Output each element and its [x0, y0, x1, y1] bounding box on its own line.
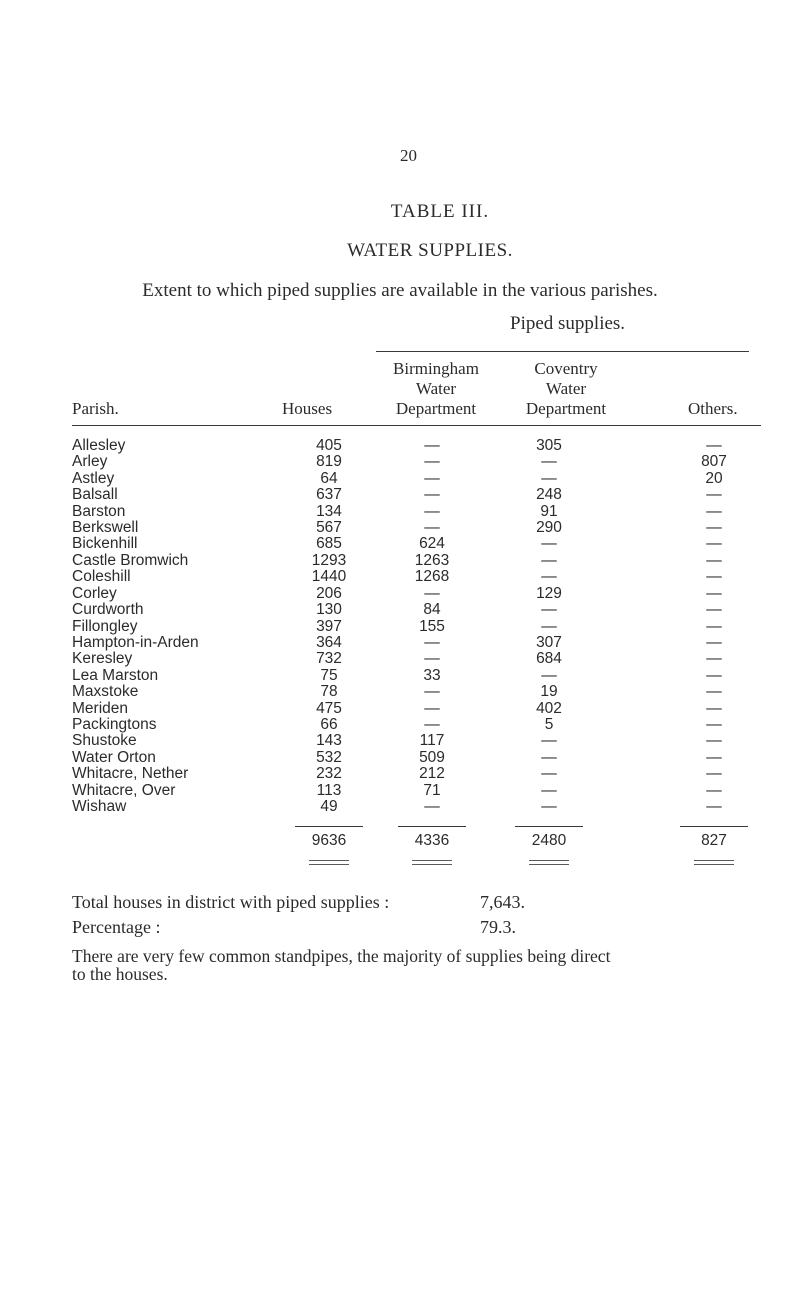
birmingham-cell: —: [424, 584, 440, 602]
houses-cell: 130: [316, 601, 342, 619]
coventry-cell: 305: [536, 437, 562, 454]
double-rule-coventry: [529, 860, 569, 865]
coventry-cell: 5: [544, 715, 554, 733]
percentage-label: Percentage :: [72, 917, 161, 937]
others-cell: 20: [705, 469, 723, 487]
others-cell: —: [706, 781, 722, 799]
footnote-line1: There are very few common standpipes, the majority of supplies being direct: [72, 946, 611, 966]
coventry-cell: —: [541, 748, 557, 766]
houses-cell: 134: [316, 502, 342, 520]
others-cell: —: [706, 699, 722, 717]
parish-cell: Lea Marston: [72, 666, 159, 684]
houses-cell: 685: [316, 535, 342, 553]
coventry-cell: 684: [536, 650, 562, 668]
parish-cell: Astley: [72, 469, 115, 487]
birmingham-cell: 624: [419, 535, 445, 553]
header-coventry-line1: Coventry: [534, 359, 598, 378]
subtotal-rule-birmingham: [398, 826, 466, 827]
coventry-cell: 19: [540, 683, 558, 701]
parish-cell: Meriden: [72, 699, 128, 717]
others-cell: —: [706, 798, 722, 815]
coventry-cell: 290: [536, 519, 562, 537]
birmingham-cell: —: [424, 519, 440, 537]
parish-cell: Maxstoke: [72, 683, 139, 701]
coventry-cell: —: [541, 551, 557, 569]
birmingham-cell: 212: [419, 765, 445, 783]
coventry-cell: —: [541, 765, 557, 783]
coventry-cell: —: [541, 732, 557, 750]
coventry-cell: —: [541, 617, 557, 635]
houses-cell: 66: [320, 715, 338, 733]
parish-cell: Shustoke: [72, 732, 137, 750]
birmingham-cell: —: [424, 798, 440, 815]
houses-cell: 567: [316, 519, 342, 537]
houses-cell: 206: [316, 584, 342, 602]
others-cell: —: [706, 765, 722, 783]
parish-cell: Packingtons: [72, 715, 157, 733]
header-houses: Houses: [282, 399, 333, 418]
others-cell: —: [706, 732, 722, 750]
table-subtitle: WATER SUPPLIES.: [347, 240, 513, 261]
header-coventry-line3: Department: [525, 399, 607, 418]
houses-cell: 143: [316, 732, 342, 750]
birmingham-cell: —: [424, 453, 440, 471]
percentage-value: 79.3.: [480, 917, 516, 937]
others-cell: 807: [701, 453, 727, 471]
birmingham-cell: 155: [419, 617, 445, 635]
houses-cell: 1293: [311, 551, 347, 569]
birmingham-cell: 33: [423, 666, 441, 684]
total-houses-label: Total houses in district with piped supplies :: [72, 892, 390, 912]
coventry-cell: —: [541, 469, 557, 487]
parish-cell: Hampton-in-Arden: [72, 633, 199, 651]
parish-cell: Arley: [72, 453, 108, 471]
header-rule: [72, 425, 761, 426]
parish-cell: Curdworth: [72, 601, 144, 619]
totals-row: [0, 832, 800, 856]
intro-text: Extent to which piped supplies are available in the various parishes.: [142, 280, 658, 301]
houses-cell: 819: [316, 453, 342, 471]
page-number: 20: [400, 146, 417, 165]
header-coventry-line2: Water: [545, 379, 587, 398]
birmingham-cell: —: [424, 683, 440, 701]
coventry-cell: —: [541, 781, 557, 799]
table-row: [0, 798, 800, 827]
birmingham-cell: —: [424, 502, 440, 520]
footnote: [72, 947, 610, 983]
total-houses: 9636: [311, 832, 347, 849]
houses-cell: 75: [320, 666, 338, 684]
coventry-cell: —: [541, 666, 557, 684]
houses-cell: 232: [316, 765, 342, 783]
parish-cell: Whitacre, Over: [72, 781, 176, 799]
others-cell: —: [706, 437, 722, 454]
others-cell: —: [706, 633, 722, 651]
total-birmingham: 4336: [414, 832, 450, 849]
header-coventry: [491, 359, 641, 419]
coventry-cell: 402: [536, 699, 562, 717]
coventry-cell: —: [541, 453, 557, 471]
parish-cell: Allesley: [72, 437, 126, 454]
birmingham-cell: 84: [423, 601, 441, 619]
double-rule-houses: [309, 860, 349, 865]
birmingham-cell: 1263: [414, 551, 450, 569]
others-cell: —: [706, 551, 722, 569]
others-cell: —: [706, 486, 722, 504]
houses-cell: 532: [316, 748, 342, 766]
subtotal-rule-coventry: [515, 826, 583, 827]
parish-cell: Corley: [72, 584, 117, 602]
coventry-cell: 129: [536, 584, 562, 602]
birmingham-cell: —: [424, 437, 440, 454]
houses-cell: 113: [316, 781, 342, 799]
header-birmingham-line3: Department: [395, 399, 477, 418]
birmingham-cell: —: [424, 486, 440, 504]
birmingham-cell: —: [424, 633, 440, 651]
others-cell: —: [706, 650, 722, 668]
houses-cell: 1440: [311, 568, 347, 586]
header-parish: Parish.: [72, 399, 119, 418]
coventry-cell: 91: [540, 502, 558, 520]
coventry-cell: 248: [536, 486, 562, 504]
birmingham-cell: —: [424, 699, 440, 717]
houses-cell: 64: [320, 469, 338, 487]
others-cell: —: [706, 535, 722, 553]
others-cell: —: [706, 502, 722, 520]
others-cell: —: [706, 519, 722, 537]
others-cell: —: [706, 568, 722, 586]
birmingham-cell: 1268: [414, 568, 450, 586]
birmingham-cell: 509: [419, 748, 445, 766]
parish-cell: Barston: [72, 502, 126, 520]
birmingham-cell: 117: [419, 732, 445, 750]
header-birmingham: [366, 359, 506, 419]
total-others: 827: [701, 832, 727, 849]
subtotal-rule-houses: [295, 826, 363, 827]
piped-supplies-label: Piped supplies.: [510, 313, 626, 334]
houses-cell: 732: [316, 650, 342, 668]
parish-cell: Whitacre, Nether: [72, 765, 189, 783]
coventry-cell: —: [541, 601, 557, 619]
total-coventry: 2480: [531, 832, 567, 849]
others-cell: —: [706, 666, 722, 684]
parish-cell: Berkswell: [72, 519, 139, 537]
parish-cell: Castle Bromwich: [72, 551, 189, 569]
houses-cell: 397: [316, 617, 342, 635]
others-cell: —: [706, 584, 722, 602]
birmingham-cell: —: [424, 715, 440, 733]
parish-cell: Fillongley: [72, 617, 138, 635]
table-title: TABLE III.: [390, 201, 490, 222]
coventry-cell: —: [541, 798, 557, 815]
parish-cell: Water Orton: [72, 748, 156, 766]
parish-cell: Keresley: [72, 650, 133, 668]
parish-cell: Bickenhill: [72, 535, 138, 553]
parish-cell: Coleshill: [72, 568, 131, 586]
houses-cell: 364: [316, 633, 342, 651]
parish-cell: Wishaw: [72, 798, 127, 815]
others-cell: —: [706, 715, 722, 733]
birmingham-cell: —: [424, 469, 440, 487]
coventry-cell: —: [541, 535, 557, 553]
houses-cell: 49: [320, 798, 338, 815]
others-cell: —: [706, 601, 722, 619]
houses-cell: 78: [320, 683, 338, 701]
others-cell: —: [706, 748, 722, 766]
houses-cell: 475: [316, 699, 342, 717]
group-rule: [376, 351, 749, 352]
coventry-cell: 307: [536, 633, 562, 651]
header-others: Others.: [688, 399, 738, 418]
parish-cell: Balsall: [72, 486, 118, 504]
birmingham-cell: —: [424, 650, 440, 668]
others-cell: —: [706, 683, 722, 701]
header-birmingham-line2: Water: [415, 379, 457, 398]
others-cell: —: [706, 617, 722, 635]
double-rule-birmingham: [412, 860, 452, 865]
double-rule-others: [694, 860, 734, 865]
houses-cell: 637: [316, 486, 342, 504]
total-houses-value: 7,643.: [480, 892, 525, 912]
birmingham-cell: 71: [423, 781, 441, 799]
coventry-cell: —: [541, 568, 557, 586]
footnote-line2: to the houses.: [72, 964, 168, 984]
header-birmingham-line1: Birmingham: [393, 359, 479, 378]
houses-cell: 405: [316, 437, 342, 454]
subtotal-rule-others: [680, 826, 748, 827]
